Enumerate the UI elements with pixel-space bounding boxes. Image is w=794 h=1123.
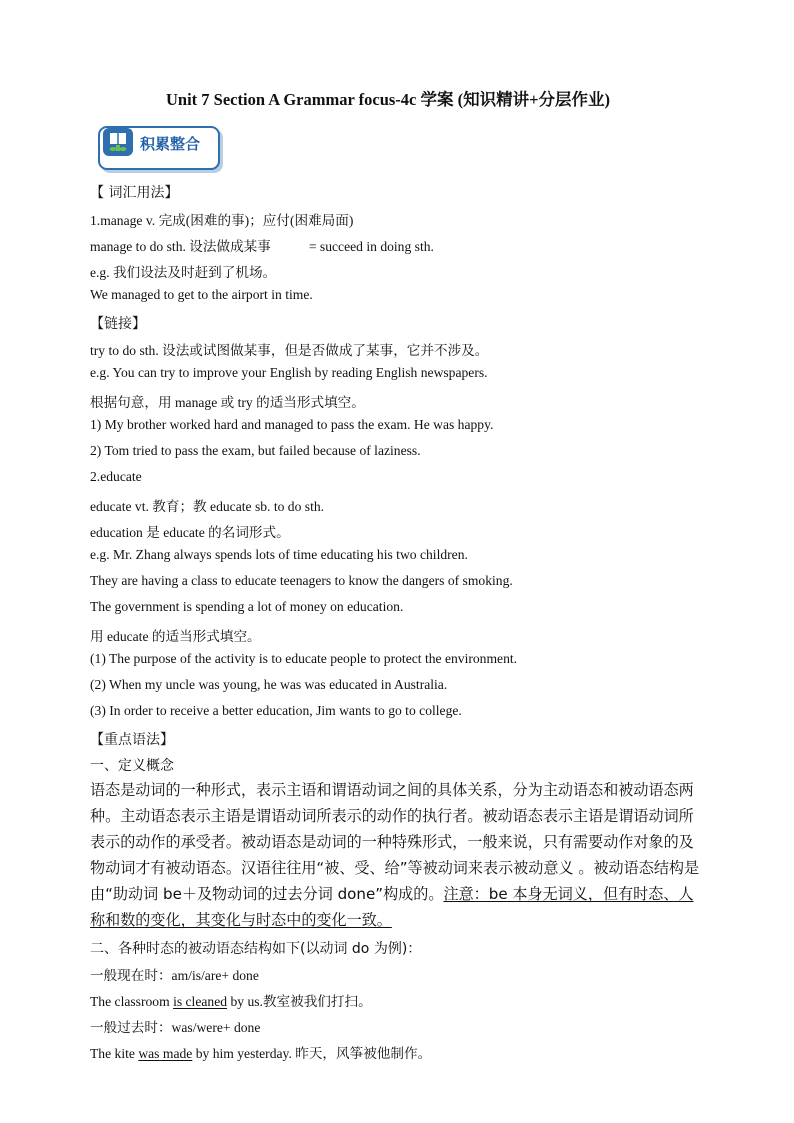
example-past-pre: The kite — [90, 1046, 139, 1061]
vocab-line-12: education 是 educate 的名词形式。 — [90, 525, 290, 540]
tense-present: 一般现在时：am/is/are+ done — [90, 968, 259, 983]
vocab-heading: 【 词汇用法】 — [90, 185, 179, 201]
example-past-underlined: was made — [138, 1046, 193, 1061]
example-present-pre: The classroom — [90, 994, 174, 1009]
link-heading: 【链接】 — [90, 316, 146, 332]
vocab-line-9: 2) Tom tried to pass the exam, but failed because of laziness. — [90, 443, 421, 458]
tense-past: 一般过去时：was/were+ done — [90, 1020, 261, 1035]
vocab-line-2-equiv: = succeed in doing sth. — [308, 239, 434, 254]
vocab-line-4: We managed to get to the airport in time. — [90, 287, 313, 302]
vocab-line-11: educate vt. 教育；教 educate sb. to do sth. — [90, 499, 325, 514]
example-past — [90, 1042, 431, 1062]
vocab-line-13: e.g. Mr. Zhang always spends lots of time educating his two children. — [90, 547, 468, 562]
vocab-line-2 — [90, 235, 434, 255]
grammar-section-2: 二、各种时态的被动语态结构如下(以动词 do 为例)： — [90, 941, 422, 957]
vocab-line-3: e.g. 我们设法及时赶到了机场。 — [90, 265, 277, 280]
section-badge — [98, 122, 220, 170]
vocab-line-6: e.g. You can try to improve your English by reading English newspapers. — [90, 365, 488, 380]
vocab-line-8: 1) My brother worked hard and managed to pass the exam. He was happy. — [90, 417, 494, 432]
book-plant-icon — [103, 128, 133, 156]
vocab-line-14: They are having a class to educate teenagers to know the dangers of smoking. — [90, 573, 513, 588]
badge-label: 积累整合 — [140, 135, 201, 153]
document-title: Unit 7 Section A Grammar focus-4c 学案 (知识精讲+分层作业) — [166, 90, 611, 109]
vocab-line-17: (1) The purpose of the activity is to educate people to protect the environment. — [90, 651, 518, 666]
vocab-line-18: (2) When my uncle was young, he was was educated in Australia. — [90, 677, 448, 692]
vocab-line-7: 根据句意，用 manage 或 try 的适当形式填空。 — [90, 395, 365, 410]
grammar-paragraph-main: 语态是动词的一种形式，表示主语和谓语动词之间的具体关系，分为主动语态和被动语态两种。主动语态表示主语是谓语动词所表示的动作的执行者。被动语态表示主语是谓语动词所表示的动作的承受者。被动语态是动词的一种特殊形式，一般来说，只有需要动作对象的及物动词才有被动语态。汉语往往用“被、受、给”等被动词来表示被动意义 。被动语态结构是由“助动词 be＋及物动词的过去分词 done”构成的。 — [90, 781, 700, 903]
grammar-heading: 【重点语法】 — [90, 732, 174, 748]
example-present-underlined: is cleaned — [173, 994, 228, 1009]
example-present-post: by us.教室被我们打扫。 — [227, 994, 372, 1009]
grammar-section-1: 一、定义概念 — [90, 758, 174, 774]
vocab-line-19: (3) In order to receive a better education, Jim wants to go to college. — [90, 703, 462, 718]
vocab-line-5: try to do sth. 设法或试图做某事，但是否做成了某事，它并不涉及。 — [90, 343, 489, 358]
vocab-line-10: 2.educate — [90, 469, 142, 484]
grammar-paragraph-note: 注意：be 本身无词义，但有时态、人称和数的变化，其变化与时态中的变化一致。 — [90, 885, 694, 929]
example-past-post: by him yesterday. 昨天，风筝被他制作。 — [192, 1046, 432, 1061]
example-present — [90, 990, 372, 1010]
grammar-paragraph — [90, 777, 702, 933]
vocab-line-15: The government is spending a lot of money on education. — [90, 599, 404, 614]
vocab-line-1: 1.manage v. 完成(困难的事)；应付(困难局面) — [90, 213, 354, 228]
vocab-line-16: 用 educate 的适当形式填空。 — [90, 629, 261, 644]
vocab-line-2-phrase: manage to do sth. 设法做成某事 — [90, 239, 271, 254]
